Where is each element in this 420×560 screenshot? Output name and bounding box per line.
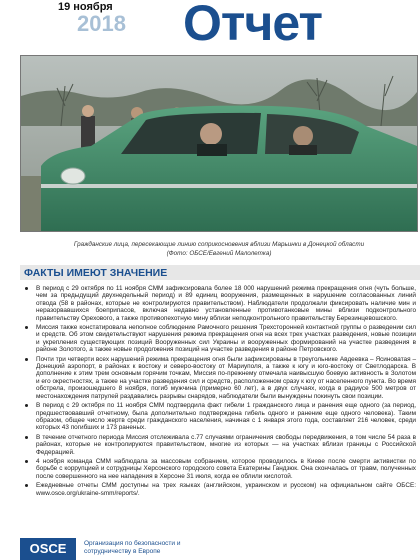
list-item: В период с 29 октября по 11 ноября СММ подтвердила факт гибели 1 гражданского лица и ранения еще одного (за период, предшествовавший отчетному, была дополнительно подтверждена гибель одного и ранение еще одного человека). Таким образом, общее число жертв среди гражданского населения, начиная с 1 января этого года, составляет 216 человек, среди которых 43 погибших и 173 раненых.	[24, 402, 416, 432]
org-line1: Организация по безопасности и	[84, 540, 181, 547]
osce-logo-icon	[20, 538, 76, 560]
bullet-icon	[25, 484, 28, 487]
bullet-icon	[25, 460, 28, 463]
bullet-icon	[25, 326, 28, 329]
bullet-icon	[25, 404, 28, 407]
list-item: Ежедневные отчеты СММ доступны на трех языках (английском, украинском и русском) на официальном сайте ОБСЕ: www.osce.org/ukraine-smm/reports/.	[24, 482, 416, 497]
car-photo-illustration	[21, 56, 417, 231]
report-header	[0, 0, 420, 50]
facts-title: ФАКТЫ ИМЕЮТ ЗНАЧЕНИЕ	[24, 267, 168, 279]
date-day: 19 ноября	[58, 1, 113, 13]
facts-list	[24, 285, 416, 499]
bullet-icon	[25, 436, 28, 439]
report-footer	[20, 538, 420, 560]
bullet-icon	[25, 287, 28, 290]
photo-caption-line1: Гражданские лица, пересекающие линию соприкосновения вблизи Марьинки в Донецкой области	[73, 241, 365, 248]
report-title: Отчет	[183, 0, 323, 51]
list-item: Миссия также констатировала неполное соблюдение Рамочного решения Трехсторонней контактной группы о разведении сил и средств. Об этом свидетельствуют нарушения режима прекращения огня на всех трех участках разведения, новые позиции и укрепления существующих позиций Вооруженных сил Украины и вооруженных формирований на участке разведения в районе Золотого, а также новые продолжения позиций на участке разведения в районе Петровского.	[24, 324, 416, 354]
photo-caption	[24, 240, 414, 258]
list-item: В период с 29 октября по 11 ноября СММ зафиксировала более 18 000 нарушений режима прекращения огня (чуть больше, чем за предыдущий двухнедельный период) и 89 единиц вооружения, размещенных в нарушение согласованных линий отвода (58 в районах, которые не контролируются правительством). Наблюдатели продолжали фиксировать наличие мин и неразорвавшихся боеприпасов, включая недавно установленные противотанковые мины вблизи подконтрольного правительству Орехового, а также противопехотную мину вблизи неподконтрольного правительству Березинцевошского.	[24, 285, 416, 322]
list-item: В течение отчетного периода Миссия отслеживала с.77 случаями ограничения свободы передвижения, в том числе 54 раза в районах, которые не контролируются правительством, многие из которых — на участках вблизи границы с Российской Федерацией.	[24, 434, 416, 456]
list-item: Почти три четверти всех нарушений режима прекращения огня были зафиксированы в треугольнике Авдеевка – Ясиноватая – Донецкий аэропорт, в районах к востоку и северо-востоку от Мариуполя, а также к югу и юго-востоку от Светлодарска. В дополнение к этим трем основным горячим точкам, Миссия по-прежнему отмечала наивысшую боевую активность в Золотом и его окрестностях, а также на участке разведения сил и средств, расположенном сразу к югу от населенного пункта. Во время обстрела, произошедшего 8 ноября, погиб мужчина (примерно 60 лет), а в двух случаях, когда в радиусе 500 метров от местонахождения патрулей раздавались разрывы снарядов, наблюдатели были вынуждены покинуть свои позиции.	[24, 356, 416, 400]
org-line2: сотрудничеству в Европе	[84, 547, 161, 555]
facts-section-header	[20, 265, 420, 280]
list-item: 4 ноября команда СММ наблюдала за массовым собранием, которое проводилось в Киеве после смерти активистки по борьбе с коррупцией и сотрудницы Херсонского городского совета Екатерины Гандзюк. Она скончалась от травм, полученных после совершенного на нее нападения в Херсоне 31 июля, когда ее облили кислотой.	[24, 458, 416, 480]
report-photo	[20, 55, 418, 232]
photo-caption-line2: (Фото: ОБСЕ/Евгений Малолетка)	[166, 250, 272, 257]
organization-name	[84, 540, 234, 555]
bullet-icon	[25, 358, 28, 361]
osce-logo-text: OSCE	[29, 541, 67, 556]
date-year: 2018	[77, 11, 126, 36]
